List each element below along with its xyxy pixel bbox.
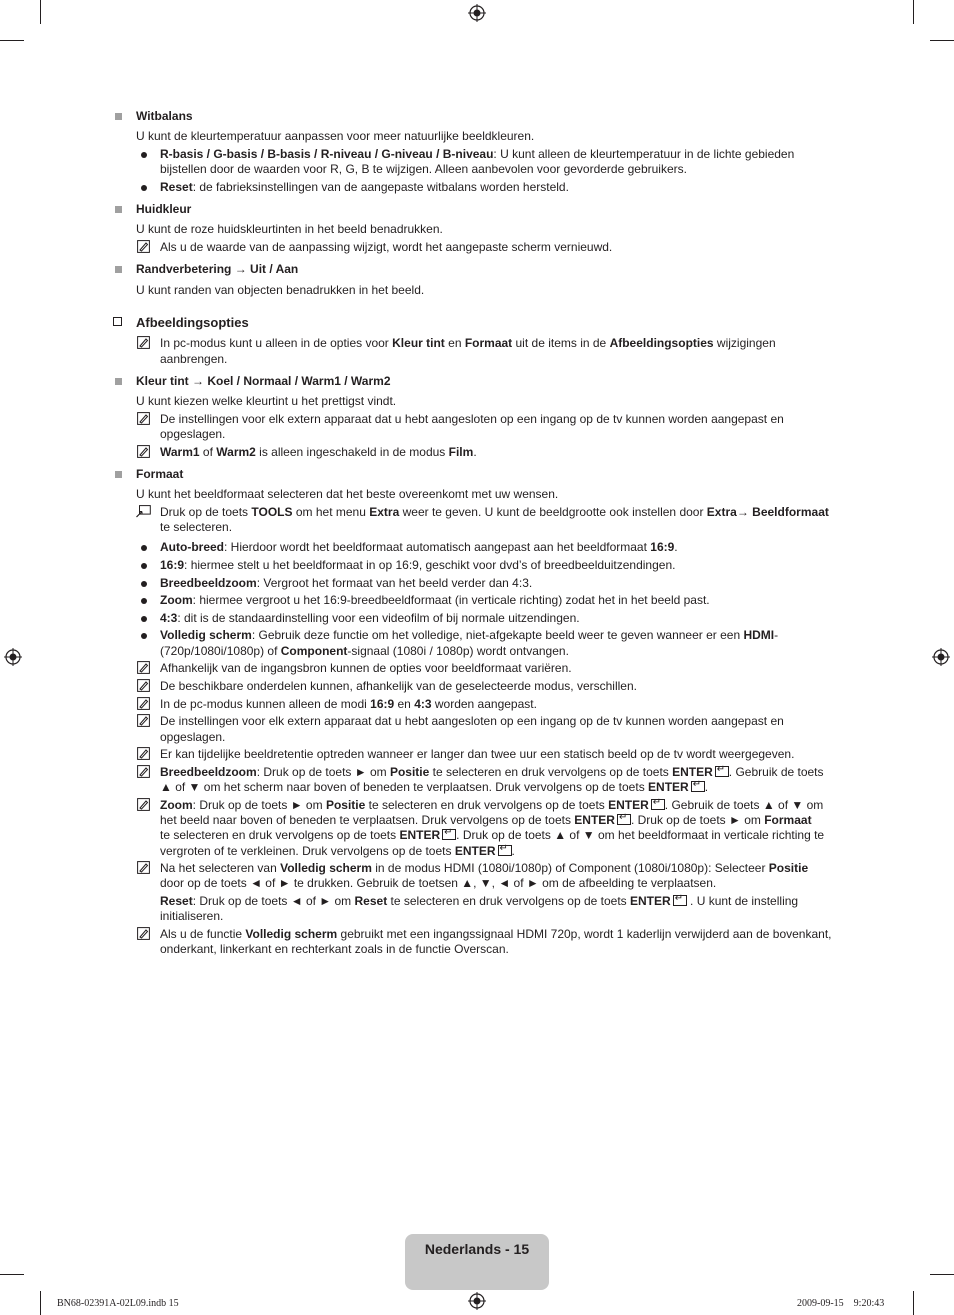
note-icon: [137, 798, 150, 811]
note-icon: [137, 445, 150, 458]
note-text-continued: ▲ of ▼ om het scherm naar boven of beneden te verplaatsen. Druk vervolgens op de toets ENTER↵ .: [160, 780, 708, 795]
bullet-dot-icon: [141, 633, 147, 639]
square-bullet-icon: [115, 113, 122, 120]
note-text-continued: te selecteren en druk vervolgens op de toets ENTER↵ . Druk op de toets ▲ of ▼ om het beeldformaat in verticale richting te: [160, 828, 824, 843]
bullet-item: Volledig scherm: Gebruik deze functie om het volledige, niet-afgekapte beeld weer te geven wanneer er een HDMI-: [160, 628, 779, 642]
note-text: Er kan tijdelijke beeldretentie optreden wanneer er langer dan twee uur een statisch beeld op de tv wordt weergegeven.: [160, 747, 795, 761]
bullet-dot-icon: [141, 598, 147, 604]
note-icon: [137, 412, 150, 425]
bullet-item-continued: (720p/1080i/1080p) of Component-signaal (1080i / 1080p) wordt ontvangen.: [160, 644, 569, 658]
bullet-item: Reset: de fabrieksinstellingen van de aangepaste witbalans worden hersteld.: [160, 180, 569, 194]
note-text-continued: opgeslagen.: [160, 427, 226, 441]
bullet-item: 4:3: dit is de standaardinstelling voor een videofilm of bij normale uitzendingen.: [160, 611, 580, 625]
note-text: Zoom: Druk op de toets ► om Positie te selecteren en druk vervolgens op de toets ENTER↵ . Gebruik de toets ▲ of ▼ om: [160, 798, 823, 813]
square-bullet-icon: [115, 266, 122, 273]
note-text: De instellingen voor elk extern apparaat dat u hebt aangesloten op een ingang op de tv kunnen worden aangepast en: [160, 412, 784, 426]
square-bullet-icon: [115, 378, 122, 385]
note-icon: [137, 765, 150, 778]
note-text-continued: het beeld naar boven of beneden te verplaatsen. Druk vervolgens op de toets ENTER↵ . Druk op de toets ► om Formaat: [160, 813, 812, 828]
note-icon: [137, 714, 150, 727]
enter-key-icon: [617, 814, 631, 825]
section-heading: Randverbetering → Uit / Aan: [136, 262, 299, 276]
enter-key-icon: [673, 895, 687, 906]
section-description: U kunt het beeldformaat selecteren dat het beste overeenkomt met uw wensen.: [136, 487, 559, 501]
tools-note-text: Druk op de toets TOOLS om het menu Extra weer te geven. U kunt de beeldgrootte ook instellen door Extra→ Beeldformaat: [160, 505, 829, 519]
registration-mark-icon: [468, 1292, 486, 1310]
note-icon: [137, 927, 150, 940]
section-description: U kunt randen van objecten benadrukken in het beeld.: [136, 283, 425, 297]
bullet-dot-icon: [141, 545, 147, 551]
note-text: Als u de waarde van de aanpassing wijzigt, wordt het aangepaste scherm vernieuwd.: [160, 240, 613, 254]
page-number-label: Nederlands - 15: [424, 1241, 530, 1257]
note-text-continued: aanbrengen.: [160, 352, 228, 366]
enter-key-icon: [715, 766, 729, 777]
note-text: De beschikbare onderdelen kunnen, afhankelijk van de geselecteerde modus, verschillen.: [160, 679, 637, 693]
note-text: Warm1 of Warm2 is alleen ingeschakeld in de modus Film.: [160, 445, 477, 459]
enter-key-icon: [498, 845, 512, 856]
page-number-tab: [405, 1234, 549, 1290]
crop-mark: [930, 1274, 954, 1275]
section-heading: Witbalans: [136, 109, 193, 123]
note-text-continued: Reset: Druk op de toets ◄ of ► om Reset te selecteren en druk vervolgens op de toets ENTER↵ . U kunt de instelling: [160, 894, 798, 909]
note-text-continued: door op de toets ◄ of ► te drukken. Gebruik de toetsen ▲, ▼, ◄ of ► om de afbeelding te verplaatsen.: [160, 876, 717, 890]
registration-mark-icon: [4, 648, 22, 666]
note-text: De instellingen voor elk extern apparaat dat u hebt aangesloten op een ingang op de tv kunnen worden aangepast en: [160, 714, 784, 728]
crop-mark: [0, 1274, 24, 1275]
note-icon: [137, 240, 150, 253]
footer-file-info: BN68-02391A-02L09.indb 15: [57, 1298, 179, 1309]
crop-mark: [0, 40, 24, 41]
section-heading: Formaat: [136, 467, 184, 481]
square-bullet-icon: [115, 471, 122, 478]
crop-mark: [40, 1291, 41, 1315]
bullet-item: 16:9: hiermee stelt u het beeldformaat in op 16:9, geschikt voor dvd’s of breedbeelduitzendingen.: [160, 558, 676, 572]
section-description: U kunt kiezen welke kleurtint u het prettigst vindt.: [136, 394, 397, 408]
footer-timestamp: 2009-09-15 9:20:43: [797, 1298, 885, 1309]
bullet-dot-icon: [141, 185, 147, 191]
tools-note-continued: te selecteren.: [160, 520, 233, 534]
note-icon: [137, 747, 150, 760]
note-icon: [137, 661, 150, 674]
bullet-item: Auto-breed: Hierdoor wordt het beeldformaat automatisch aangepast aan het beeldformaat 16:9.: [160, 540, 678, 554]
section-heading: Huidkleur: [136, 202, 192, 216]
crop-mark: [930, 40, 954, 41]
registration-mark-icon: [932, 648, 950, 666]
note-icon: [137, 697, 150, 710]
bullet-item: R-basis / G-basis / B-basis / R-niveau / G-niveau / B-niveau: U kunt alleen de kleurtemperatuur in de lichte gebieden: [160, 147, 795, 161]
section-heading: Kleur tint → Koel / Normaal / Warm1 / Warm2: [136, 374, 391, 388]
crop-mark: [913, 0, 914, 24]
note-icon: [137, 861, 150, 874]
bullet-item: Zoom: hiermee vergroot u het 16:9-breedbeeldformaat (in verticale richting) zodat het in het beeld past.: [160, 593, 710, 607]
bullet-dot-icon: [141, 152, 147, 158]
enter-key-icon: [691, 781, 705, 792]
note-text: Afhankelijk van de ingangsbron kunnen de opties voor beeldformaat variëren.: [160, 661, 572, 675]
tools-remote-icon: [136, 505, 151, 518]
note-text: Breedbeeldzoom: Druk op de toets ► om Positie te selecteren en druk vervolgens op de toets ENTER↵ . Gebruik de toets: [160, 765, 824, 780]
note-text-continued: vergroten of te verkleinen. Druk vervolgens op de toets ENTER↵ .: [160, 844, 515, 859]
enter-key-icon: [651, 799, 665, 810]
bullet-dot-icon: [141, 616, 147, 622]
note-icon: [137, 336, 150, 349]
note-text-continued: onderkant, linkerkant en rechterkant zoals in de functie Overscan.: [160, 942, 509, 956]
bullet-dot-icon: [141, 581, 147, 587]
checkbox-bullet-icon: [113, 317, 122, 326]
section-title: Afbeeldingsopties: [136, 315, 249, 330]
enter-key-icon: [442, 829, 456, 840]
crop-mark: [40, 0, 41, 24]
note-text-continued: opgeslagen.: [160, 730, 226, 744]
crop-mark: [913, 1291, 914, 1315]
note-text-continued: initialiseren.: [160, 909, 224, 923]
square-bullet-icon: [115, 206, 122, 213]
section-description: U kunt de kleurtemperatuur aanpassen voor meer natuurlijke beeldkleuren.: [136, 129, 535, 143]
note-text: Als u de functie Volledig scherm gebruikt met een ingangssignaal HDMI 720p, wordt 1 kaderlijn verwijderd aan de bovenkant,: [160, 927, 832, 941]
note-text: In pc-modus kunt u alleen in de opties voor Kleur tint en Formaat uit de items in de Afbeeldingsopties wijzigingen: [160, 336, 776, 350]
section-description: U kunt de roze huidskleurtinten in het beeld benadrukken.: [136, 222, 443, 236]
registration-mark-icon: [468, 4, 486, 22]
bullet-item-continued: bijstellen door de waarden voor R, G, B te wijzigen. Alleen aanbevolen voor gevorderde gebruikers.: [160, 162, 687, 176]
bullet-dot-icon: [141, 563, 147, 569]
note-icon: [137, 679, 150, 692]
bullet-item: Breedbeeldzoom: Vergroot het formaat van het beeld verder dan 4:3.: [160, 576, 533, 590]
note-text: Na het selecteren van Volledig scherm in de modus HDMI (1080i/1080p) of Component (1080i/1080p): Selecteer Positie: [160, 861, 809, 875]
note-text: In de pc-modus kunnen alleen de modi 16:9 en 4:3 worden aangepast.: [160, 697, 537, 711]
